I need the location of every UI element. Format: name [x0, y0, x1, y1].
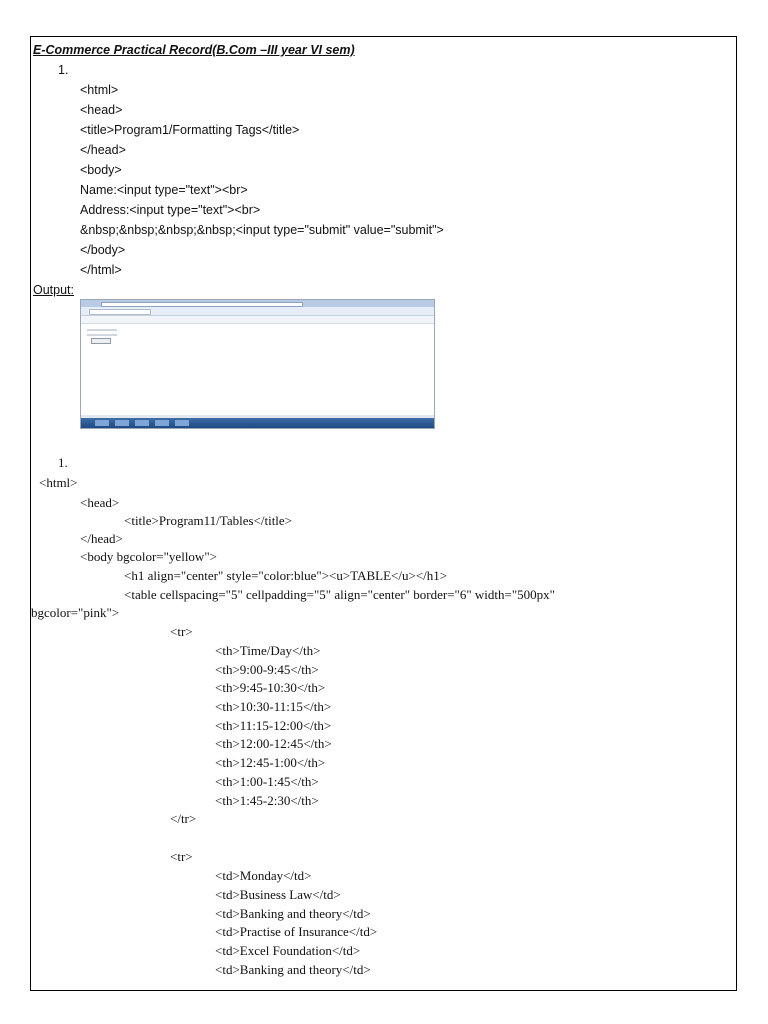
output-label: Output: — [33, 283, 74, 297]
code-line: <html> — [39, 475, 78, 490]
program-1-number: 1. — [58, 63, 69, 77]
document-title: E-Commerce Practical Record(B.Com –III year VI sem) — [33, 43, 355, 57]
code-line: Address:<input type="text"><br> — [80, 203, 261, 217]
address-field-preview — [87, 334, 117, 336]
code-line: <th>Time/Day</th> — [215, 643, 321, 658]
code-line: <table cellspacing="5" cellpadding="5" align="center" border="6" width="500px" — [124, 587, 555, 602]
code-line: <th>1:45-2:30</th> — [215, 793, 319, 808]
output-screenshot — [80, 299, 435, 429]
code-line: <th>10:30-11:15</th> — [215, 699, 332, 714]
code-line: Name:<input type="text"><br> — [80, 183, 248, 197]
code-line: <title>Program1/Formatting Tags</title> — [80, 123, 300, 137]
code-line: <td>Practise of Insurance</td> — [215, 924, 378, 939]
code-line: <td>Business Law</td> — [215, 887, 341, 902]
code-line: </html> — [80, 263, 122, 277]
submit-button-preview — [91, 338, 111, 344]
code-line: <th>1:00-1:45</th> — [215, 774, 319, 789]
document-page — [30, 36, 737, 991]
code-line: </head> — [80, 143, 126, 157]
code-line: <th>11:15-12:00</th> — [215, 718, 332, 733]
code-line: <th>9:00-9:45</th> — [215, 662, 319, 677]
program-2-number: 1. — [58, 455, 68, 470]
taskbar-item — [95, 420, 109, 426]
taskbar-item — [175, 420, 189, 426]
taskbar-item — [135, 420, 149, 426]
code-line: <th>9:45-10:30</th> — [215, 680, 326, 695]
code-line: <td>Banking and theory</td> — [215, 962, 371, 977]
taskbar-item — [115, 420, 129, 426]
code-line: <td>Monday</td> — [215, 868, 312, 883]
code-line: <body> — [80, 163, 122, 177]
browser-tab — [89, 309, 151, 315]
browser-content — [81, 324, 434, 418]
code-line: bgcolor="pink"> — [31, 605, 120, 620]
code-line: <td>Excel Foundation</td> — [215, 943, 361, 958]
code-line: <body bgcolor="yellow"> — [80, 549, 217, 564]
code-line: </body> — [80, 243, 126, 257]
code-line: </tr> — [170, 811, 197, 826]
code-line: <tr> — [170, 849, 193, 864]
code-line: <tr> — [170, 624, 193, 639]
code-line: <th>12:00-12:45</th> — [215, 736, 332, 751]
code-line: <html> — [80, 83, 119, 97]
code-line: <h1 align="center" style="color:blue"><u>TABLE</u></h1> — [124, 568, 448, 583]
code-line: <title>Program11/Tables</title> — [124, 513, 293, 528]
code-line: <head> — [80, 495, 120, 510]
taskbar — [81, 418, 434, 428]
code-line: <head> — [80, 103, 123, 117]
code-line: <th>12:45-1:00</th> — [215, 755, 326, 770]
browser-command-bar — [81, 316, 434, 324]
code-line: <td>Banking and theory</td> — [215, 906, 371, 921]
taskbar-item — [155, 420, 169, 426]
name-field-preview — [87, 329, 117, 331]
code-line: &nbsp;&nbsp;&nbsp;&nbsp;<input type="submit" value="submit"> — [80, 223, 444, 237]
code-line: </head> — [80, 531, 123, 546]
